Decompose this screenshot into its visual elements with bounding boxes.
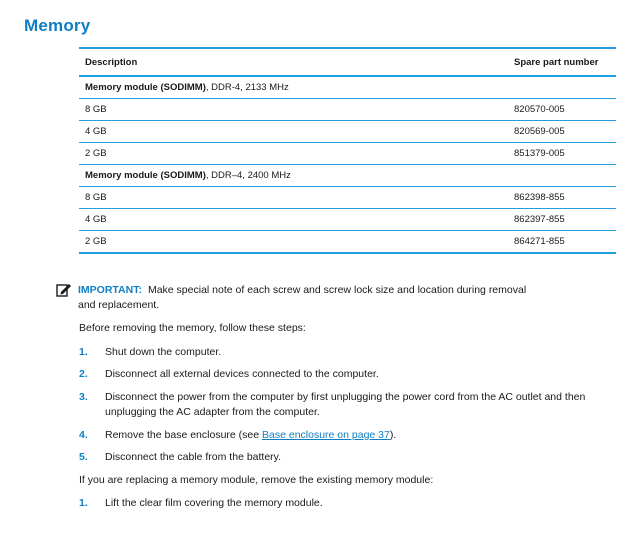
capacity-cell: 2 GB (79, 143, 514, 165)
step-text-end: ). (389, 429, 397, 441)
step-number: 2. (79, 368, 88, 380)
step-text: Disconnect the cable from the battery. (105, 451, 282, 463)
group-label-spec: , DDR–4, 2400 MHz (205, 170, 291, 181)
step-number: 4. (79, 429, 88, 441)
spare-parts-table (79, 47, 616, 254)
column-header-part-number: Spare part number (514, 48, 616, 76)
page-title: Memory (24, 16, 91, 35)
step-text: Lift the clear film covering the memory module. (105, 497, 323, 509)
group-label-bold: Memory module (SODIMM) (85, 82, 206, 93)
table-row (79, 121, 616, 143)
important-text: Make special note of each screw and screw lock size and location during removal (147, 284, 527, 296)
part-number-cell: 820570-005 (514, 99, 616, 121)
list-item (79, 428, 624, 443)
important-label: IMPORTANT: (78, 284, 142, 296)
step-text: Remove the base enclosure (see (105, 429, 263, 441)
capacity-cell: 4 GB (79, 121, 514, 143)
list-item (79, 390, 624, 420)
part-number-cell: 862397-855 (514, 209, 616, 231)
list-item (79, 367, 624, 382)
important-note (56, 283, 576, 313)
group-label-spec: , DDR-4, 2133 MHz (205, 82, 289, 93)
capacity-cell: 8 GB (79, 187, 514, 209)
step-text: Disconnect all external devices connected to the computer. (105, 368, 379, 380)
part-number-cell: 851379-005 (514, 143, 616, 165)
table-row (79, 209, 616, 231)
table-group-row (79, 165, 616, 187)
table-group-row (79, 76, 616, 99)
base-enclosure-link[interactable]: Base enclosure on page 37 (262, 429, 390, 441)
table-row (79, 99, 616, 121)
table-row (79, 143, 616, 165)
capacity-cell: 2 GB (79, 231, 514, 254)
part-number-cell: 820569-005 (514, 121, 616, 143)
group-label-bold: Memory module (SODIMM) (85, 170, 206, 181)
intro-paragraph: Before removing the memory, follow these steps: (79, 322, 306, 334)
table-header-row (79, 48, 616, 76)
column-header-description: Description (79, 48, 514, 76)
step-number: 1. (79, 497, 88, 509)
table-row (79, 187, 616, 209)
replace-paragraph: If you are replacing a memory module, remove the existing memory module: (79, 474, 434, 486)
step-number: 3. (79, 391, 88, 403)
part-number-cell: 864271-855 (514, 231, 616, 254)
part-number-cell: 862398-855 (514, 187, 616, 209)
capacity-cell: 4 GB (79, 209, 514, 231)
step-number: 1. (79, 346, 88, 358)
important-text-continued: and replacement. (78, 299, 160, 311)
capacity-cell: 8 GB (79, 99, 514, 121)
note-pencil-icon (56, 283, 72, 297)
step-text: Shut down the computer. (105, 346, 222, 358)
list-item (79, 450, 624, 465)
step-text: Disconnect the power from the computer by first unplugging the power cord from the AC outlet and then (105, 391, 586, 403)
table-row (79, 231, 616, 254)
step-number: 5. (79, 451, 88, 463)
list-item (79, 496, 624, 511)
list-item (79, 345, 624, 360)
step-text-continued: unplugging the AC adapter from the computer. (105, 406, 320, 418)
